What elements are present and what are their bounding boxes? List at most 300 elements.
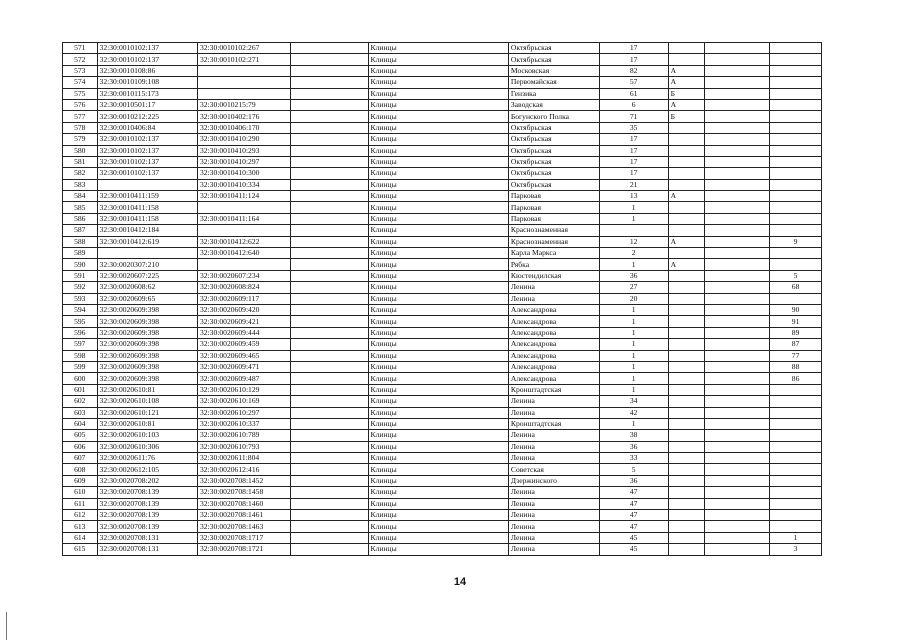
- cadastral-land-cell: 32:30:0010411:158: [97, 202, 197, 213]
- settlement-cell: Клинцы: [368, 498, 508, 509]
- street-cell: Ленина: [508, 282, 599, 293]
- settlement-cell: Клинцы: [368, 407, 508, 418]
- street-cell: Александрова: [508, 339, 599, 350]
- cadastral-building-cell: 32:30:0020708:1463: [197, 521, 290, 532]
- letter-cell: [668, 179, 705, 190]
- row-number-cell: 578: [63, 122, 98, 133]
- blank-cell-2: [705, 475, 770, 486]
- row-number-cell: 601: [63, 384, 98, 395]
- settlement-cell: Клинцы: [368, 510, 508, 521]
- table-row: [63, 134, 822, 145]
- house-number-cell: 1: [599, 259, 668, 270]
- street-cell: Ленина: [508, 453, 599, 464]
- apartment-cell: [770, 407, 822, 418]
- blank-cell-2: [705, 407, 770, 418]
- letter-cell: [668, 134, 705, 145]
- cadastral-building-cell: 32:30:0010102:267: [197, 43, 290, 54]
- settlement-cell: Клинцы: [368, 418, 508, 429]
- letter-cell: [668, 453, 705, 464]
- blank-cell-2: [705, 225, 770, 236]
- house-number-cell: 12: [599, 236, 668, 247]
- blank-cell: [290, 99, 368, 110]
- cadastral-land-cell: 32:30:0020609:398: [97, 316, 197, 327]
- house-number-cell: 1: [599, 350, 668, 361]
- street-cell: Октябрьская: [508, 168, 599, 179]
- row-number-cell: 591: [63, 270, 98, 281]
- apartment-cell: [770, 99, 822, 110]
- blank-cell: [290, 521, 368, 532]
- settlement-cell: Клинцы: [368, 77, 508, 88]
- settlement-cell: Клинцы: [368, 134, 508, 145]
- row-number-cell: 572: [63, 54, 98, 65]
- settlement-cell: Клинцы: [368, 373, 508, 384]
- letter-cell: [668, 122, 705, 133]
- blank-cell-2: [705, 418, 770, 429]
- blank-cell-2: [705, 510, 770, 521]
- house-number-cell: [599, 225, 668, 236]
- house-number-cell: 47: [599, 510, 668, 521]
- cadastral-land-cell: 32:30:0020609:398: [97, 373, 197, 384]
- letter-cell: [668, 441, 705, 452]
- letter-cell: [668, 339, 705, 350]
- street-cell: Ленина: [508, 441, 599, 452]
- apartment-cell: [770, 430, 822, 441]
- blank-cell-2: [705, 270, 770, 281]
- apartment-cell: 86: [770, 373, 822, 384]
- blank-cell-2: [705, 430, 770, 441]
- settlement-cell: Клинцы: [368, 248, 508, 259]
- letter-cell: [668, 43, 705, 54]
- house-number-cell: 1: [599, 316, 668, 327]
- blank-cell: [290, 544, 368, 555]
- blank-cell: [290, 168, 368, 179]
- blank-cell-2: [705, 213, 770, 224]
- street-cell: Александрова: [508, 361, 599, 372]
- blank-cell: [290, 430, 368, 441]
- row-number-cell: 574: [63, 77, 98, 88]
- row-number-cell: 599: [63, 361, 98, 372]
- settlement-cell: Клинцы: [368, 487, 508, 498]
- letter-cell: [668, 384, 705, 395]
- letter-cell: [668, 202, 705, 213]
- table-row: [63, 99, 822, 110]
- row-number-cell: 594: [63, 304, 98, 315]
- blank-cell: [290, 327, 368, 338]
- apartment-cell: [770, 225, 822, 236]
- row-number-cell: 597: [63, 339, 98, 350]
- house-number-cell: 1: [599, 202, 668, 213]
- street-cell: Краснознаменная: [508, 236, 599, 247]
- cadastral-building-cell: [197, 259, 290, 270]
- apartment-cell: 1: [770, 532, 822, 543]
- blank-cell: [290, 350, 368, 361]
- street-cell: Парковая: [508, 191, 599, 202]
- cadastral-building-cell: 32:30:0010411:124: [197, 191, 290, 202]
- apartment-cell: [770, 293, 822, 304]
- blank-cell-2: [705, 304, 770, 315]
- table-row: [63, 339, 822, 350]
- letter-cell: А: [668, 236, 705, 247]
- row-number-cell: 576: [63, 99, 98, 110]
- settlement-cell: Клинцы: [368, 361, 508, 372]
- letter-cell: [668, 373, 705, 384]
- blank-cell: [290, 453, 368, 464]
- apartment-cell: [770, 145, 822, 156]
- settlement-cell: Клинцы: [368, 168, 508, 179]
- apartment-cell: [770, 122, 822, 133]
- blank-cell-2: [705, 54, 770, 65]
- table-row: [63, 122, 822, 133]
- blank-cell: [290, 498, 368, 509]
- house-number-cell: 47: [599, 487, 668, 498]
- house-number-cell: 45: [599, 544, 668, 555]
- row-number-cell: 605: [63, 430, 98, 441]
- letter-cell: [668, 544, 705, 555]
- street-cell: Октябрьская: [508, 145, 599, 156]
- apartment-cell: [770, 88, 822, 99]
- table-row: [63, 65, 822, 76]
- blank-cell-2: [705, 202, 770, 213]
- settlement-cell: Клинцы: [368, 327, 508, 338]
- table-row: [63, 487, 822, 498]
- table-row: [63, 510, 822, 521]
- cadastral-building-cell: 32:30:0020610:789: [197, 430, 290, 441]
- apartment-cell: [770, 134, 822, 145]
- cadastral-building-cell: 32:30:0020607:234: [197, 270, 290, 281]
- house-number-cell: 2: [599, 248, 668, 259]
- cadastral-land-cell: 32:30:0020611:76: [97, 453, 197, 464]
- apartment-cell: [770, 384, 822, 395]
- table-row: [63, 407, 822, 418]
- house-number-cell: 47: [599, 521, 668, 532]
- apartment-cell: [770, 191, 822, 202]
- cadastral-building-cell: 32:30:0020708:1721: [197, 544, 290, 555]
- street-cell: Краснознаменная: [508, 225, 599, 236]
- row-number-cell: 571: [63, 43, 98, 54]
- house-number-cell: 1: [599, 418, 668, 429]
- cadastral-land-cell: 32:30:0020609:398: [97, 361, 197, 372]
- cadastral-land-cell: [97, 179, 197, 190]
- house-number-cell: 1: [599, 373, 668, 384]
- cadastral-building-cell: 32:30:0010412:622: [197, 236, 290, 247]
- settlement-cell: Клинцы: [368, 430, 508, 441]
- cadastral-building-cell: 32:30:0020708:1461: [197, 510, 290, 521]
- house-number-cell: 20: [599, 293, 668, 304]
- letter-cell: [668, 350, 705, 361]
- apartment-cell: [770, 510, 822, 521]
- letter-cell: [668, 248, 705, 259]
- blank-cell-2: [705, 191, 770, 202]
- cadastral-land-cell: 32:30:0010115:173: [97, 88, 197, 99]
- blank-cell: [290, 122, 368, 133]
- cadastral-building-cell: 32:30:0020608:824: [197, 282, 290, 293]
- street-cell: Октябрьская: [508, 179, 599, 190]
- letter-cell: [668, 532, 705, 543]
- letter-cell: [668, 282, 705, 293]
- settlement-cell: Клинцы: [368, 316, 508, 327]
- blank-cell-2: [705, 373, 770, 384]
- settlement-cell: Клинцы: [368, 99, 508, 110]
- street-cell: Кронштадтская: [508, 418, 599, 429]
- street-cell: Ленина: [508, 430, 599, 441]
- apartment-cell: [770, 54, 822, 65]
- blank-cell: [290, 373, 368, 384]
- blank-cell: [290, 510, 368, 521]
- house-number-cell: 1: [599, 384, 668, 395]
- apartment-cell: 87: [770, 339, 822, 350]
- table-row: [63, 54, 822, 65]
- blank-cell: [290, 43, 368, 54]
- row-number-cell: 615: [63, 544, 98, 555]
- cadastral-building-cell: 32:30:0020609:117: [197, 293, 290, 304]
- apartment-cell: 9: [770, 236, 822, 247]
- apartment-cell: 90: [770, 304, 822, 315]
- cadastral-land-cell: 32:30:0020708:131: [97, 532, 197, 543]
- apartment-cell: 91: [770, 316, 822, 327]
- row-number-cell: 579: [63, 134, 98, 145]
- cadastral-land-cell: 32:30:0020307:210: [97, 259, 197, 270]
- blank-cell: [290, 304, 368, 315]
- letter-cell: [668, 498, 705, 509]
- cadastral-building-cell: 32:30:0020610:169: [197, 396, 290, 407]
- letter-cell: А: [668, 65, 705, 76]
- settlement-cell: Клинцы: [368, 213, 508, 224]
- apartment-cell: 68: [770, 282, 822, 293]
- blank-cell: [290, 213, 368, 224]
- house-number-cell: 36: [599, 270, 668, 281]
- letter-cell: [668, 225, 705, 236]
- table-row: [63, 202, 822, 213]
- settlement-cell: Клинцы: [368, 475, 508, 486]
- street-cell: Александрова: [508, 327, 599, 338]
- blank-cell: [290, 179, 368, 190]
- blank-cell: [290, 384, 368, 395]
- blank-cell-2: [705, 156, 770, 167]
- blank-cell: [290, 282, 368, 293]
- house-number-cell: 61: [599, 88, 668, 99]
- blank-cell: [290, 54, 368, 65]
- cadastral-building-cell: [197, 225, 290, 236]
- house-number-cell: 1: [599, 339, 668, 350]
- letter-cell: [668, 475, 705, 486]
- house-number-cell: 21: [599, 179, 668, 190]
- blank-cell-2: [705, 521, 770, 532]
- row-number-cell: 585: [63, 202, 98, 213]
- table-row: [63, 282, 822, 293]
- apartment-cell: 88: [770, 361, 822, 372]
- settlement-cell: Клинцы: [368, 43, 508, 54]
- cadastral-building-cell: 32:30:0020708:1458: [197, 487, 290, 498]
- cadastral-building-cell: [197, 77, 290, 88]
- settlement-cell: Клинцы: [368, 191, 508, 202]
- blank-cell: [290, 361, 368, 372]
- settlement-cell: Клинцы: [368, 54, 508, 65]
- settlement-cell: Клинцы: [368, 259, 508, 270]
- table-row: [63, 270, 822, 281]
- blank-cell-2: [705, 498, 770, 509]
- street-cell: Парковая: [508, 202, 599, 213]
- blank-cell: [290, 191, 368, 202]
- row-number-cell: 584: [63, 191, 98, 202]
- cadastral-building-cell: 32:30:0020609:471: [197, 361, 290, 372]
- street-cell: Октябрьская: [508, 43, 599, 54]
- blank-cell-2: [705, 236, 770, 247]
- cadastral-building-cell: 32:30:0020611:804: [197, 453, 290, 464]
- letter-cell: Б: [668, 88, 705, 99]
- street-cell: Московская: [508, 65, 599, 76]
- street-cell: Ленина: [508, 407, 599, 418]
- street-cell: Советская: [508, 464, 599, 475]
- row-number-cell: 608: [63, 464, 98, 475]
- blank-cell-2: [705, 396, 770, 407]
- blank-cell: [290, 88, 368, 99]
- blank-cell: [290, 464, 368, 475]
- table-row: [63, 384, 822, 395]
- blank-cell: [290, 65, 368, 76]
- cadastral-building-cell: 32:30:0020708:1452: [197, 475, 290, 486]
- row-number-cell: 589: [63, 248, 98, 259]
- settlement-cell: Клинцы: [368, 293, 508, 304]
- cadastral-land-cell: 32:30:0020708:139: [97, 487, 197, 498]
- cadastral-building-cell: 32:30:0020609:444: [197, 327, 290, 338]
- cadastral-building-cell: 32:30:0020609:459: [197, 339, 290, 350]
- blank-cell-2: [705, 350, 770, 361]
- street-cell: Парковая: [508, 213, 599, 224]
- settlement-cell: Клинцы: [368, 453, 508, 464]
- table-row: [63, 430, 822, 441]
- cadastral-building-cell: [197, 88, 290, 99]
- table-row: [63, 521, 822, 532]
- apartment-cell: [770, 498, 822, 509]
- page-number: 14: [453, 576, 467, 588]
- cadastral-building-cell: 32:30:0020609:487: [197, 373, 290, 384]
- house-number-cell: 34: [599, 396, 668, 407]
- blank-cell-2: [705, 487, 770, 498]
- letter-cell: Б: [668, 111, 705, 122]
- settlement-cell: Клинцы: [368, 122, 508, 133]
- table-row: [63, 544, 822, 555]
- settlement-cell: Клинцы: [368, 521, 508, 532]
- row-number-cell: 612: [63, 510, 98, 521]
- table-row: [63, 327, 822, 338]
- cadastral-land-cell: 32:30:0020708:131: [97, 544, 197, 555]
- house-number-cell: 71: [599, 111, 668, 122]
- house-number-cell: 36: [599, 475, 668, 486]
- letter-cell: [668, 168, 705, 179]
- cadastral-land-cell: 32:30:0020612:105: [97, 464, 197, 475]
- letter-cell: А: [668, 99, 705, 110]
- row-number-cell: 606: [63, 441, 98, 452]
- cadastral-land-cell: 32:30:0020609:398: [97, 339, 197, 350]
- table-row: [63, 236, 822, 247]
- row-number-cell: 575: [63, 88, 98, 99]
- blank-cell: [290, 134, 368, 145]
- house-number-cell: 1: [599, 361, 668, 372]
- blank-cell-2: [705, 544, 770, 555]
- table-row: [63, 453, 822, 464]
- street-cell: Карла Маркса: [508, 248, 599, 259]
- letter-cell: [668, 293, 705, 304]
- table-row: [63, 77, 822, 88]
- house-number-cell: 17: [599, 145, 668, 156]
- cadastral-building-cell: 32:30:0010410:334: [197, 179, 290, 190]
- blank-cell: [290, 293, 368, 304]
- street-cell: Октябрьская: [508, 134, 599, 145]
- blank-cell-2: [705, 134, 770, 145]
- blank-cell-2: [705, 99, 770, 110]
- settlement-cell: Клинцы: [368, 544, 508, 555]
- settlement-cell: Клинцы: [368, 350, 508, 361]
- row-number-cell: 603: [63, 407, 98, 418]
- street-cell: Гензика: [508, 88, 599, 99]
- settlement-cell: Клинцы: [368, 304, 508, 315]
- cadastral-land-cell: [97, 248, 197, 259]
- cadastral-building-cell: [197, 202, 290, 213]
- row-number-cell: 613: [63, 521, 98, 532]
- letter-cell: [668, 327, 705, 338]
- cadastral-land-cell: 32:30:0020609:398: [97, 350, 197, 361]
- settlement-cell: Клинцы: [368, 111, 508, 122]
- house-number-cell: 17: [599, 168, 668, 179]
- letter-cell: [668, 407, 705, 418]
- row-number-cell: 588: [63, 236, 98, 247]
- blank-cell: [290, 248, 368, 259]
- settlement-cell: Клинцы: [368, 65, 508, 76]
- blank-cell: [290, 532, 368, 543]
- street-cell: Александрова: [508, 373, 599, 384]
- letter-cell: [668, 487, 705, 498]
- letter-cell: [668, 521, 705, 532]
- apartment-cell: [770, 464, 822, 475]
- row-number-cell: 607: [63, 453, 98, 464]
- cadastral-building-cell: 32:30:0010406:170: [197, 122, 290, 133]
- house-number-cell: 6: [599, 99, 668, 110]
- blank-cell: [290, 339, 368, 350]
- settlement-cell: Клинцы: [368, 145, 508, 156]
- row-number-cell: 609: [63, 475, 98, 486]
- apartment-cell: 89: [770, 327, 822, 338]
- blank-cell-2: [705, 111, 770, 122]
- scan-edge-mark: [6, 612, 7, 640]
- apartment-cell: [770, 77, 822, 88]
- street-cell: Первомайская: [508, 77, 599, 88]
- apartment-cell: [770, 521, 822, 532]
- row-number-cell: 573: [63, 65, 98, 76]
- table-row: [63, 259, 822, 270]
- cadastral-building-cell: 32:30:0020610:793: [197, 441, 290, 452]
- letter-cell: [668, 510, 705, 521]
- blank-cell: [290, 111, 368, 122]
- table-row: [63, 498, 822, 509]
- row-number-cell: 582: [63, 168, 98, 179]
- blank-cell-2: [705, 327, 770, 338]
- street-cell: Богунского Полка: [508, 111, 599, 122]
- cadastral-land-cell: 32:30:0010411:159: [97, 191, 197, 202]
- cadastral-building-cell: 32:30:0020612:416: [197, 464, 290, 475]
- house-number-cell: 17: [599, 156, 668, 167]
- street-cell: Кюстендилская: [508, 270, 599, 281]
- blank-cell-2: [705, 145, 770, 156]
- settlement-cell: Клинцы: [368, 282, 508, 293]
- apartment-cell: [770, 202, 822, 213]
- apartment-cell: [770, 111, 822, 122]
- row-number-cell: 586: [63, 213, 98, 224]
- row-number-cell: 587: [63, 225, 98, 236]
- house-number-cell: 17: [599, 134, 668, 145]
- row-number-cell: 590: [63, 259, 98, 270]
- row-number-cell: 610: [63, 487, 98, 498]
- cadastral-registry-table: [62, 42, 822, 556]
